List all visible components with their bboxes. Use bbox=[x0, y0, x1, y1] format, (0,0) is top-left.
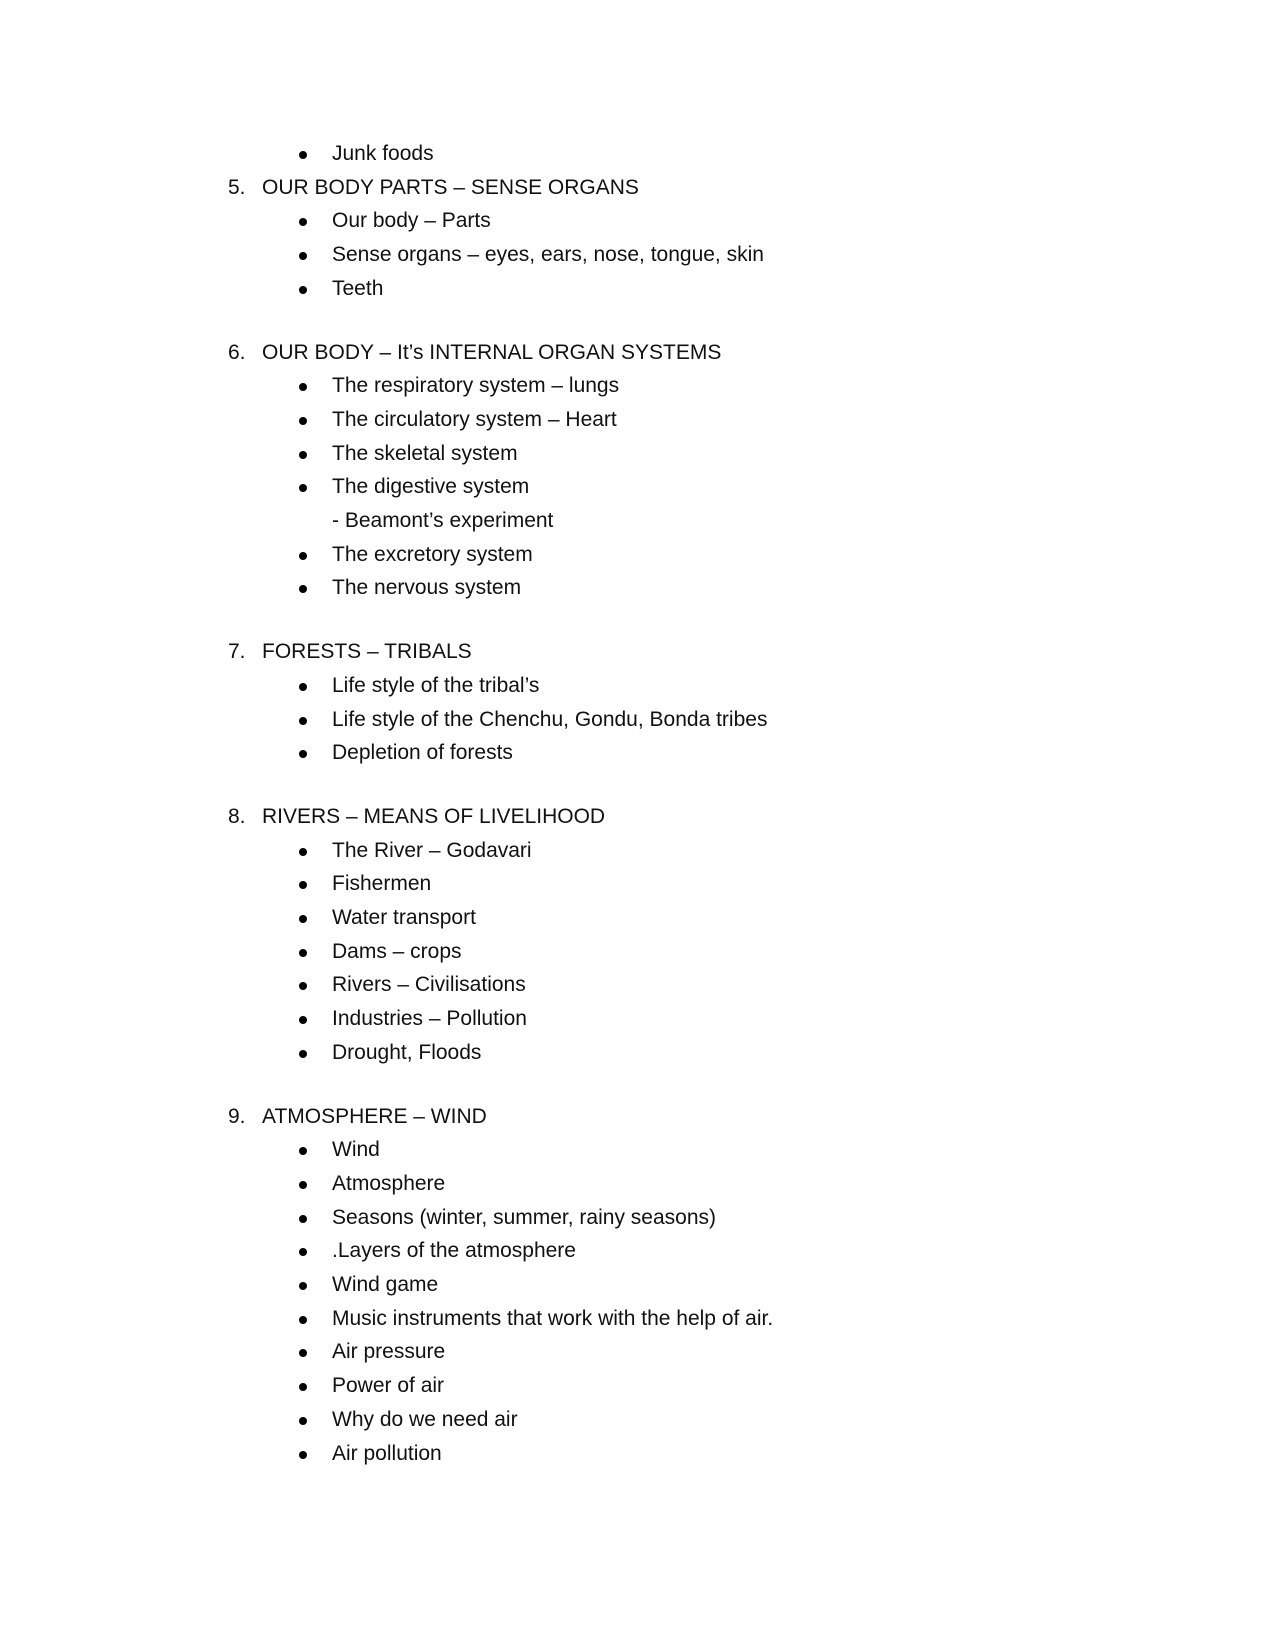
section-number: 7. bbox=[228, 640, 246, 664]
bullet-icon bbox=[299, 1248, 307, 1256]
section-title: ATMOSPHERE – WIND bbox=[262, 1104, 487, 1128]
bullet-icon bbox=[299, 717, 307, 725]
bullet-icon bbox=[299, 915, 307, 923]
bullet-icon bbox=[299, 750, 307, 758]
bullet-icon bbox=[299, 1417, 307, 1425]
list-item: Teeth bbox=[332, 276, 384, 300]
list-item: Wind game bbox=[332, 1273, 439, 1296]
list-item: The skeletal system bbox=[332, 441, 518, 465]
bullet-icon bbox=[299, 286, 307, 294]
list-item: Our body – Parts bbox=[332, 209, 491, 233]
list-item: Air pollution bbox=[332, 1441, 442, 1465]
list-item: Why do we need air bbox=[332, 1407, 518, 1431]
list-item: Life style of the tribal’s bbox=[332, 673, 540, 697]
list-item: Sense organs – eyes, ears, nose, tongue, skin bbox=[332, 243, 764, 267]
bullet-icon bbox=[299, 1282, 307, 1290]
bullet-icon bbox=[299, 383, 307, 391]
list-item: The circulatory system – Heart bbox=[332, 407, 617, 431]
list-item: The respiratory system – lungs bbox=[332, 374, 620, 398]
bullet-icon bbox=[299, 1215, 307, 1223]
bullet-icon bbox=[299, 1451, 307, 1459]
section-number: 9. bbox=[228, 1104, 246, 1128]
section-number: 8. bbox=[228, 804, 246, 828]
list-item: Drought, Floods bbox=[332, 1040, 482, 1064]
section-title: OUR BODY PARTS – SENSE ORGANS bbox=[262, 175, 639, 199]
bullet-icon bbox=[299, 1383, 307, 1391]
section-title: RIVERS – MEANS OF LIVELIHOOD bbox=[262, 804, 606, 828]
list-item: Water transport bbox=[332, 906, 476, 929]
bullet-icon bbox=[299, 848, 307, 856]
bullet-icon bbox=[299, 1050, 307, 1058]
list-item: Depletion of forests bbox=[332, 741, 513, 765]
list-item: Dams – crops bbox=[332, 939, 462, 963]
list-item: Seasons (winter, summer, rainy seasons) bbox=[332, 1205, 716, 1229]
list-item: Power of air bbox=[332, 1374, 445, 1398]
list-item: .Layers of the atmosphere bbox=[332, 1239, 576, 1263]
section-title: OUR BODY – It’s INTERNAL ORGAN SYSTEMS bbox=[262, 340, 722, 364]
list-item: Life style of the Chenchu, Gondu, Bonda tribes bbox=[332, 707, 768, 731]
list-item: Junk foods bbox=[332, 142, 434, 165]
sub-list-item: - Beamont’s experiment bbox=[332, 509, 554, 532]
bullet-icon bbox=[299, 218, 307, 226]
section-title: FORESTS – TRIBALS bbox=[262, 640, 472, 664]
list-item: Rivers – Civilisations bbox=[332, 973, 526, 997]
bullet-icon bbox=[299, 683, 307, 691]
bullet-icon bbox=[299, 982, 307, 990]
bullet-icon bbox=[299, 252, 307, 260]
bullet-icon bbox=[299, 949, 307, 957]
bullet-icon bbox=[299, 881, 307, 889]
bullet-icon bbox=[299, 1181, 307, 1189]
bullet-icon bbox=[299, 1316, 307, 1324]
list-item: Air pressure bbox=[332, 1340, 446, 1364]
bullet-icon bbox=[299, 417, 307, 425]
list-item: Music instruments that work with the help of air. bbox=[332, 1306, 774, 1330]
bullet-icon bbox=[299, 451, 307, 459]
bullet-icon bbox=[299, 484, 307, 492]
section-number: 6. bbox=[228, 340, 246, 364]
list-item: Wind bbox=[332, 1138, 380, 1162]
list-item: The digestive system bbox=[332, 475, 530, 499]
list-item: Fishermen bbox=[332, 872, 432, 896]
bullet-icon bbox=[299, 1349, 307, 1357]
list-item: Industries – Pollution bbox=[332, 1007, 527, 1031]
section-number: 5. bbox=[228, 175, 246, 199]
bullet-icon bbox=[299, 1016, 307, 1024]
bullet-icon bbox=[299, 151, 307, 159]
list-item: The nervous system bbox=[332, 576, 522, 600]
list-item: The River – Godavari bbox=[332, 838, 532, 862]
bullet-icon bbox=[299, 585, 307, 593]
list-item: The excretory system bbox=[332, 542, 533, 566]
bullet-icon bbox=[299, 552, 307, 560]
list-item: Atmosphere bbox=[332, 1171, 446, 1195]
bullet-icon bbox=[299, 1147, 307, 1155]
